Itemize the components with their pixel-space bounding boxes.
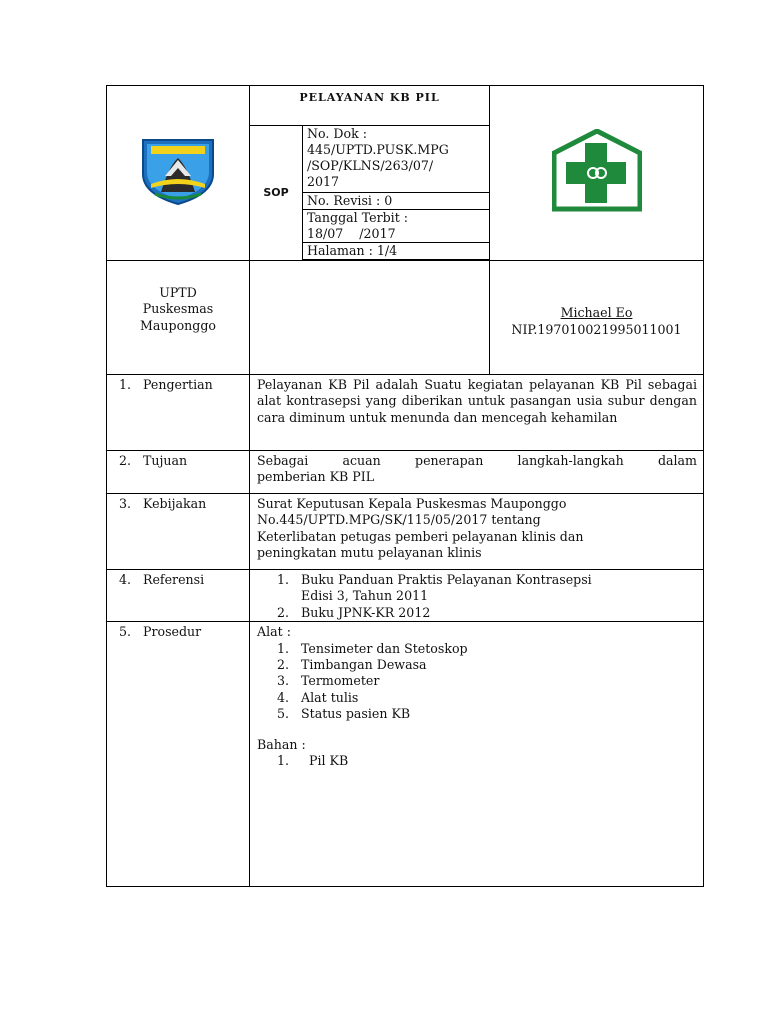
org-name [107, 261, 250, 375]
tanggal-value: 18/07 /2017 [307, 226, 396, 241]
alat-2-num: 2. [277, 657, 290, 673]
no-dok-line-3: 2017 [307, 174, 340, 189]
referensi-label-cell [107, 570, 250, 622]
kebijakan-label-cell [107, 494, 250, 570]
referensi-num: 4. [118, 572, 131, 587]
pengertian-label: Pengertian [143, 377, 213, 392]
alat-4-text: Alat tulis [301, 689, 359, 705]
list-item [257, 673, 697, 689]
list-item [257, 657, 697, 673]
org-line-2: Puskesmas [142, 301, 214, 317]
puskesmas-cross-logo [552, 129, 642, 213]
no-dok [303, 126, 490, 193]
tujuan-label: Tujuan [143, 453, 188, 468]
alat-3-text: Termometer [301, 673, 380, 689]
prosedur-label-cell [107, 622, 250, 887]
kebijakan-line-4: peningkatan mutu pelayanan klinis [257, 545, 482, 561]
alat-label: Alat : [257, 624, 291, 640]
list-item [257, 690, 697, 706]
no-dok-line-1: 445/UPTD.PUSK.MPG [307, 142, 449, 157]
kebijakan-num: 3. [118, 496, 131, 511]
signer-nip: NIP.197010021995011001 [511, 321, 682, 337]
tujuan-text [250, 451, 704, 494]
sop-table [106, 85, 704, 887]
referensi-item-1-num: 1. [277, 572, 290, 587]
sop-label: SOP [250, 126, 303, 261]
signer-name: Michael Eo [560, 305, 633, 321]
tanggal-terbit [303, 210, 490, 243]
alat-5-text: Status pasien KB [301, 706, 411, 722]
halaman: Halaman : 1/4 [303, 243, 490, 260]
alat-4-num: 4. [277, 689, 290, 705]
kebijakan-line-1: Surat Keputusan Kepala Puskesmas Mauponggo [257, 496, 567, 511]
list-item [257, 641, 697, 657]
referensi-list [250, 570, 704, 622]
no-dok-label: No. Dok : [307, 126, 367, 141]
alat-2-text: Timbangan Dewasa [301, 657, 427, 673]
prosedur-label: Prosedur [143, 624, 202, 640]
alat-1-text: Tensimeter dan Stetoskop [301, 640, 468, 656]
list-item [257, 706, 697, 722]
list-item [257, 753, 697, 769]
kebijakan-line-3: Keterlibatan petugas pemberi pelayanan klinis dan [257, 528, 584, 544]
alat-5-num: 5. [277, 706, 290, 722]
bahan-label: Bahan : [257, 736, 306, 752]
kebijakan-label: Kebijakan [143, 496, 207, 511]
tujuan-label-cell [107, 451, 250, 494]
pengertian-label-cell [107, 375, 250, 451]
referensi-item-2-num: 2. [277, 604, 290, 620]
regency-emblem-logo [137, 136, 219, 206]
pengertian-num: 1. [118, 377, 131, 392]
referensi-label: Referensi [143, 572, 205, 587]
tujuan-line-2: pemberian KB PIL [257, 469, 375, 485]
right-logo-cell [490, 86, 704, 261]
left-logo-cell [107, 86, 250, 261]
alat-1-num: 1. [277, 640, 290, 656]
spacer [257, 723, 697, 737]
tanggal-label: Tanggal Terbit : [307, 210, 408, 225]
kebijakan-text [250, 494, 704, 570]
prosedur-num: 5. [118, 624, 131, 640]
list-item [257, 605, 697, 621]
referensi-item-1-line-1: Buku Panduan Praktis Pelayanan Kontrasepsi [301, 572, 592, 587]
bahan-1-num: 1. [277, 753, 290, 769]
tujuan-num: 2. [118, 453, 131, 468]
referensi-item-2-line-1: Buku JPNK-KR 2012 [301, 604, 431, 620]
alat-3-num: 3. [277, 673, 290, 689]
referensi-item-1-line-2: Edisi 3, Tahun 2011 [301, 588, 429, 604]
kebijakan-line-2: No.445/UPTD.MPG/SK/115/05/2017 tentang [257, 512, 541, 528]
no-dok-line-2: /SOP/KLNS/263/07/ [307, 158, 434, 173]
bahan-1-text: Pil KB [309, 753, 349, 769]
list-item [257, 572, 697, 605]
org-line-1: UPTD [159, 285, 197, 300]
document-title: PELAYANAN KB PIL [250, 86, 490, 126]
pengertian-text: Pelayanan KB Pil adalah Suatu kegiatan pelayanan KB Pil sebagai alat kontrasepsi yang diberikan untuk pasangan usia subur dengan cara diminum untuk menunda dan mencegah kehamilan [250, 375, 704, 451]
signature-block [490, 261, 704, 375]
no-revisi: No. Revisi : 0 [303, 193, 490, 210]
blank-cell [250, 261, 490, 375]
sop-document [106, 85, 703, 887]
tujuan-line-1: Sebagai acuan penerapan langkah-langkah dalam [257, 453, 697, 468]
prosedur-content [250, 622, 704, 887]
org-line-3: Mauponggo [140, 317, 216, 333]
